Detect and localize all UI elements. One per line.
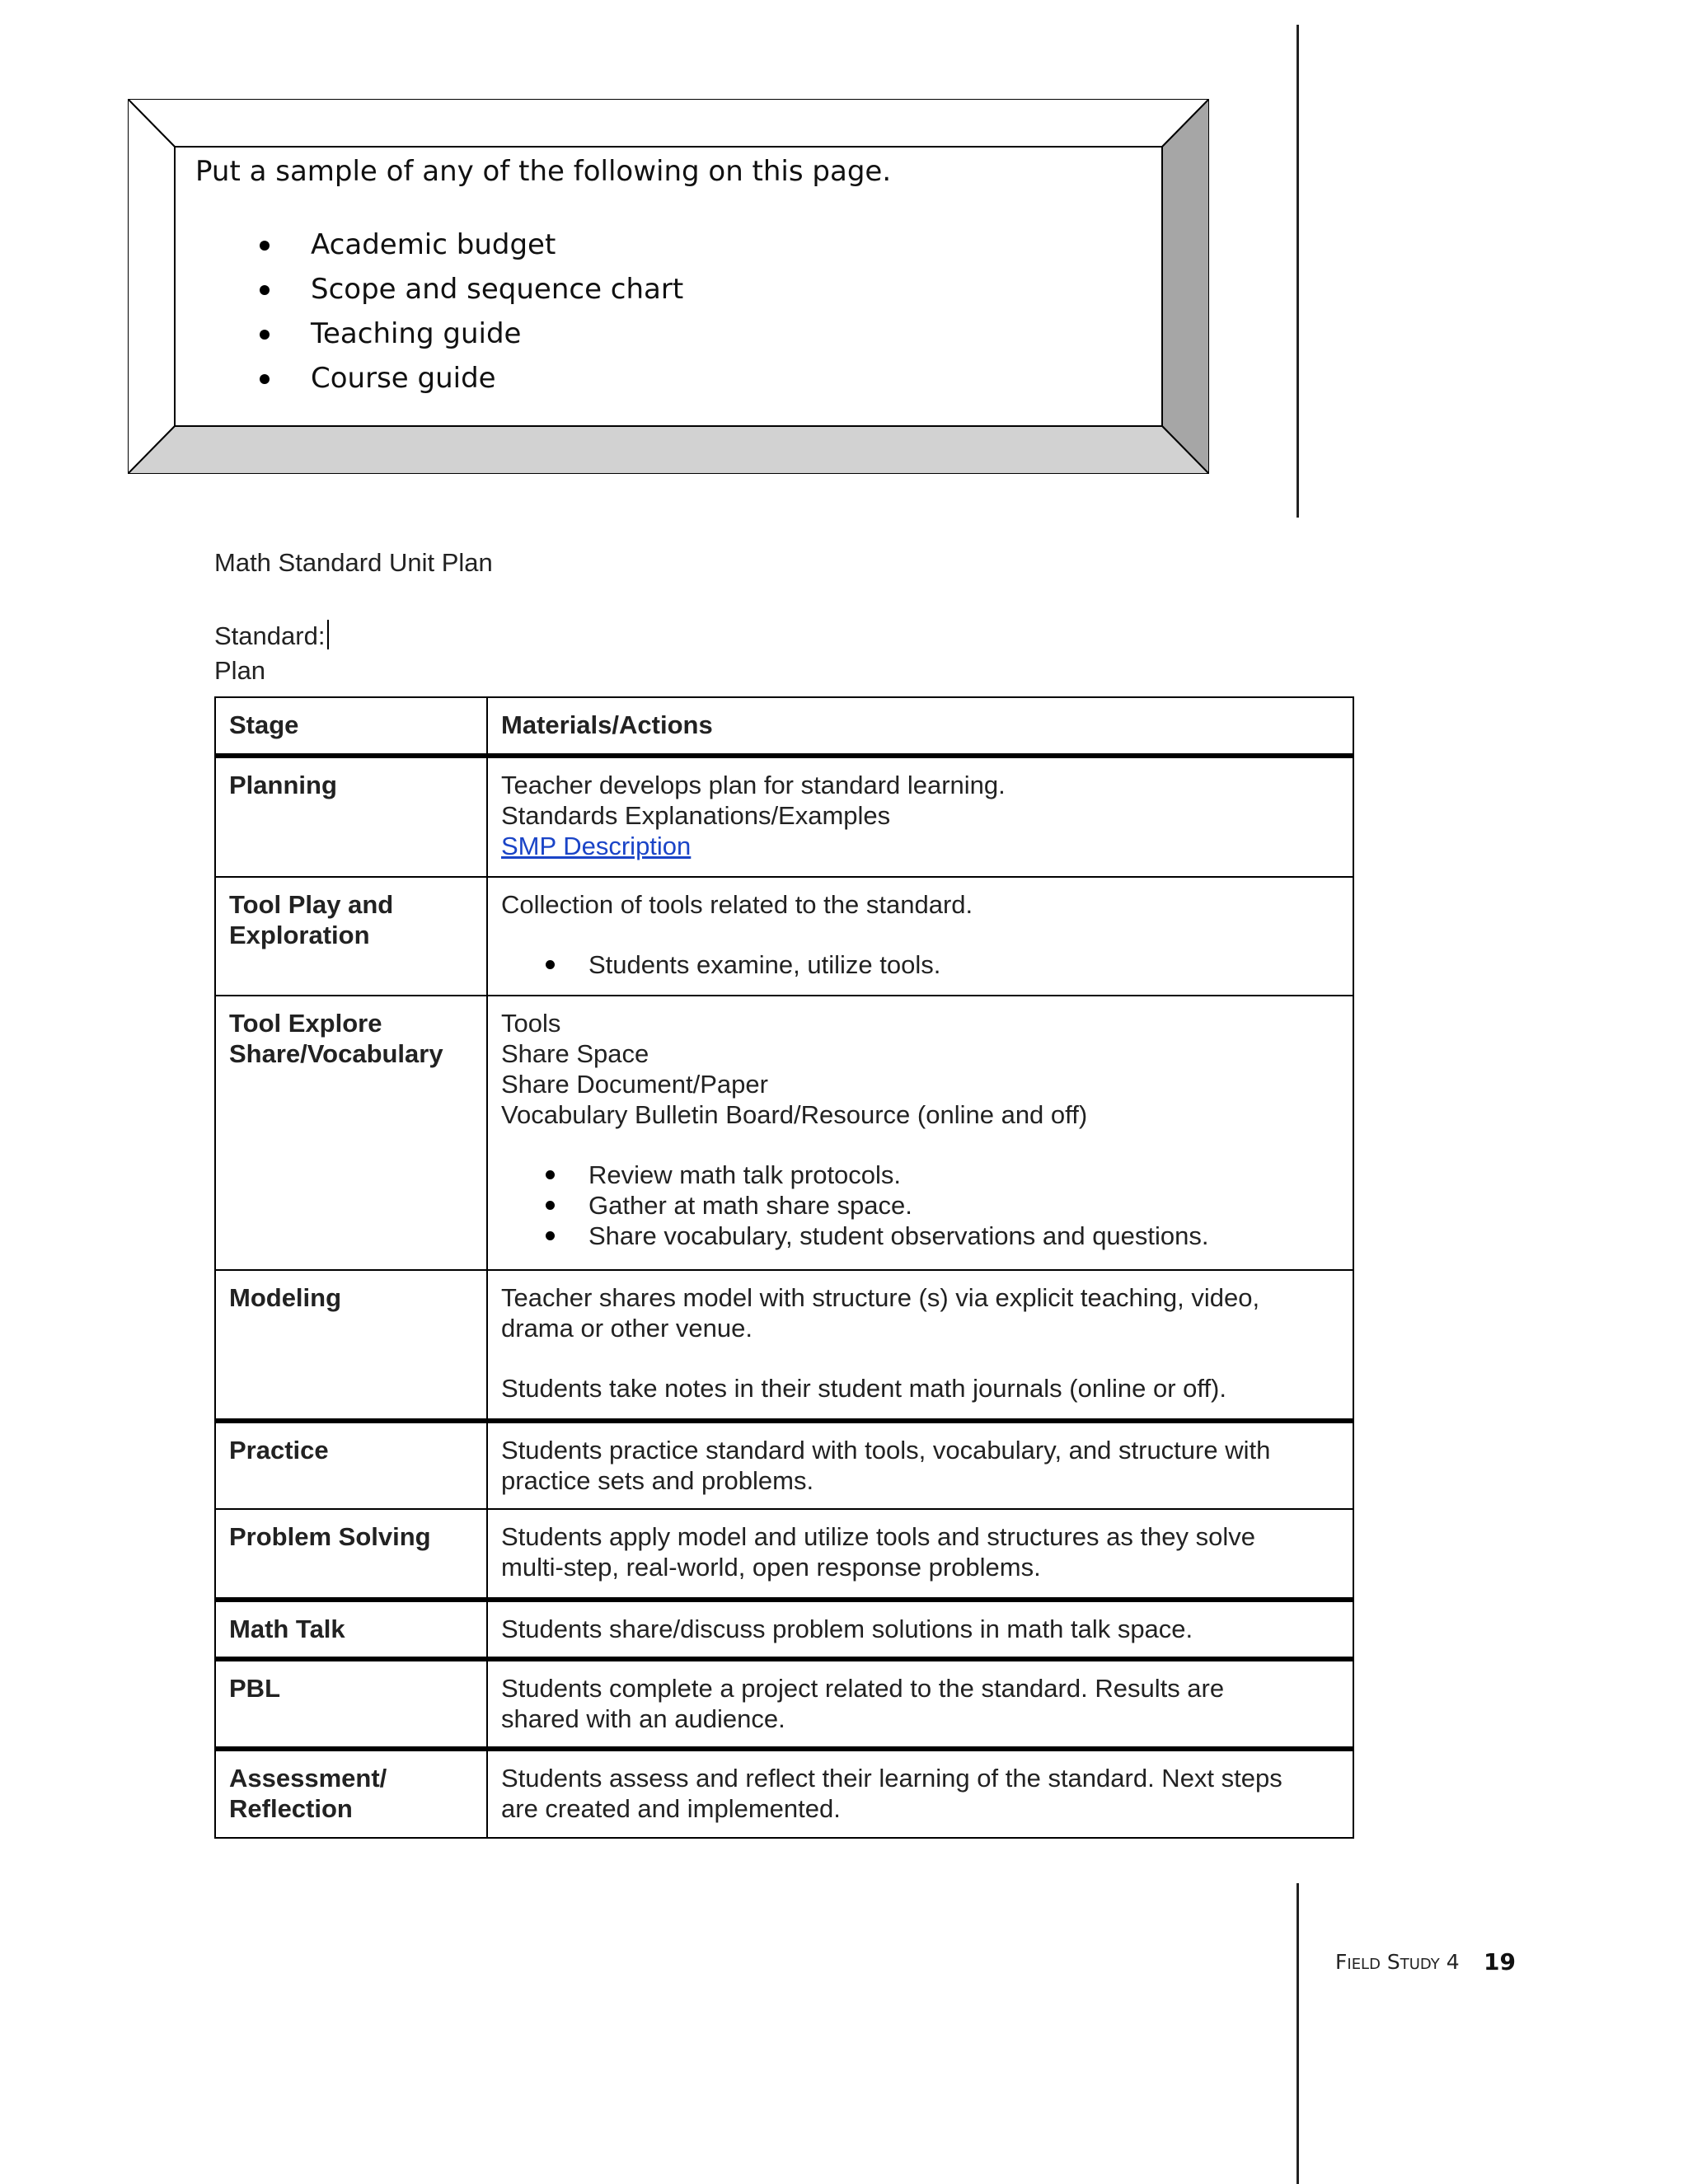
materials-cell [487,1659,1353,1749]
cell-line: drama or other venue. [501,1314,753,1343]
cell-line: multi-step, real-world, open response problems. [501,1553,1041,1582]
stage-cell [215,877,487,996]
materials-cell [487,1600,1353,1659]
list-item: Teaching guide [311,312,1102,356]
cell-line: Students share/discuss problem solutions in math talk space. [501,1615,1193,1643]
plan-label: Plan [214,656,266,685]
cell-line: practice sets and problems. [501,1466,814,1495]
materials-cell [487,877,1353,996]
cell-line: Students take notes in their student math journals (online or off). [501,1374,1226,1403]
margin-rule-top [1296,25,1299,518]
stage-cell [215,996,487,1270]
cell-line: Tools [501,1009,561,1038]
stage-line: Tool Play and [229,890,394,919]
table-row [215,1600,1353,1659]
standard-field[interactable] [214,620,329,651]
text-cursor [327,620,329,649]
stage-cell: Planning [215,756,487,877]
stage-cell [215,1749,487,1838]
cell-line: Share Space [501,1039,649,1068]
unit-plan-title: Math Standard Unit Plan [214,548,493,577]
cell-line: Share Document/Paper [501,1070,768,1099]
bullet-item: Review math talk protocols. [501,1160,1339,1190]
stage-line: Assessment/ [229,1764,387,1793]
list-item: Scope and sequence chart [311,267,1102,312]
table-row [215,1509,1353,1600]
page-footer [1335,1948,1516,1975]
cell-line: Vocabulary Bulletin Board/Resource (online and off) [501,1100,1088,1129]
cell-line: Students practice standard with tools, vocabulary, and structure with [501,1436,1271,1465]
bullet-item: Share vocabulary, student observations and questions. [501,1221,1339,1251]
cell-line: Collection of tools related to the standard. [501,890,973,919]
stage-line: Reflection [229,1794,353,1823]
stage-cell: Math Talk [215,1600,487,1659]
stage-line: Tool Explore [229,1009,382,1038]
table-row [215,1749,1353,1838]
table-row [215,1270,1353,1421]
header-stage: Stage [215,697,487,756]
materials-cell [487,1749,1353,1838]
table-row [215,756,1353,877]
cell-line: Students apply model and utilize tools and structures as they solve [501,1522,1256,1551]
materials-cell [487,1270,1353,1421]
table-row [215,996,1353,1270]
cell-line: shared with an audience. [501,1704,785,1733]
cell-line: Students assess and reflect their learning of the standard. Next steps [501,1764,1282,1793]
instruction-text: Put a sample of any of the following on this page. [195,155,892,188]
cell-line: Teacher develops plan for standard learning. [501,771,1006,799]
cell-line: Standards Explanations/Examples [501,801,891,830]
materials-cell [487,756,1353,877]
list-item: Academic budget [311,223,1102,267]
smp-description-link[interactable]: SMP Description [501,832,692,860]
materials-cell [487,1509,1353,1600]
stage-cell: Problem Solving [215,1509,487,1600]
table-row [215,1659,1353,1749]
margin-rule-bottom [1296,1883,1299,2184]
instruction-box [128,99,1209,474]
page-number: 19 [1484,1948,1516,1975]
stage-cell: PBL [215,1659,487,1749]
table-row [215,1421,1353,1509]
materials-cell [487,1421,1353,1509]
cell-line: Teacher shares model with structure (s) via explicit teaching, video, [501,1283,1260,1312]
cell-line: are created and implemented. [501,1794,841,1823]
materials-cell [487,996,1353,1270]
bullet-item: Gather at math share space. [501,1190,1339,1221]
header-materials: Materials/Actions [487,697,1353,756]
bullet-item: Students examine, utilize tools. [501,949,1339,980]
table-row [215,877,1353,996]
stage-line: Exploration [229,921,370,949]
stage-line: Share/Vocabulary [229,1039,443,1068]
unit-plan-table [214,696,1354,1839]
cell-line: Students complete a project related to the standard. Results are [501,1674,1225,1703]
stage-cell: Modeling [215,1270,487,1421]
stage-cell: Practice [215,1421,487,1509]
standard-label: Standard: [214,621,326,650]
list-item: Course guide [311,356,1102,401]
table-header-row [215,697,1353,756]
footer-title: Field Study 4 [1335,1950,1460,1974]
